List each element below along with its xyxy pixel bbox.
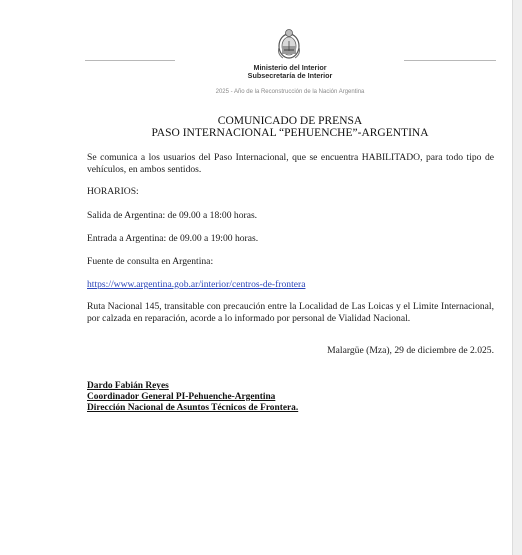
signatory-name: Dardo Fabián Reyes bbox=[87, 381, 169, 391]
document-subtitle: PASO INTERNACIONAL “PEHUENCHE”-ARGENTINA bbox=[151, 127, 429, 139]
route-paragraph: Ruta Nacional 145, transitable con precaución entre la Localidad de Las Loicas y el Limite Internacional, por calzada en reparación, acorde a lo informado por personal de Vialidad Nacional. bbox=[87, 301, 494, 325]
ministry-name: Ministerio del Interior bbox=[253, 63, 327, 72]
salida-hours: Salida de Argentina: de 09.00 a 18:00 horas. bbox=[87, 210, 258, 221]
source-label: Fuente de consulta en Argentina: bbox=[87, 256, 214, 267]
date-line: Malargüe (Mza), 29 de diciembre de 2.025. bbox=[327, 345, 494, 356]
document-title: COMUNICADO DE PRENSA bbox=[217, 115, 363, 127]
year-motto: 2025 - Año de la Reconstrucción de la Nación Argentina bbox=[215, 89, 365, 95]
header-rule-right bbox=[404, 60, 496, 61]
header-rule-left bbox=[85, 60, 175, 61]
coat-of-arms-seal bbox=[275, 27, 303, 61]
horarios-heading: HORARIOS: bbox=[87, 186, 139, 197]
subsecretary-name: Subsecretaría de Interior bbox=[247, 71, 333, 80]
page-edge bbox=[513, 0, 522, 555]
entrada-hours: Entrada a Argentina: de 09.00 a 19:00 horas. bbox=[87, 233, 259, 244]
signatory-role: Coordinador General PI-Pehuenche-Argentina bbox=[87, 392, 276, 402]
source-link[interactable]: https://www.argentina.gob.ar/interior/centros-de-frontera bbox=[87, 279, 306, 290]
signatory-office: Dirección Nacional de Asuntos Técnicos de Frontera. bbox=[87, 403, 299, 413]
intro-paragraph: Se comunica a los usuarios del Paso Internacional, que se encuentra HABILITADO, para todo tipo de vehículos, en ambos sentidos. bbox=[87, 152, 494, 176]
